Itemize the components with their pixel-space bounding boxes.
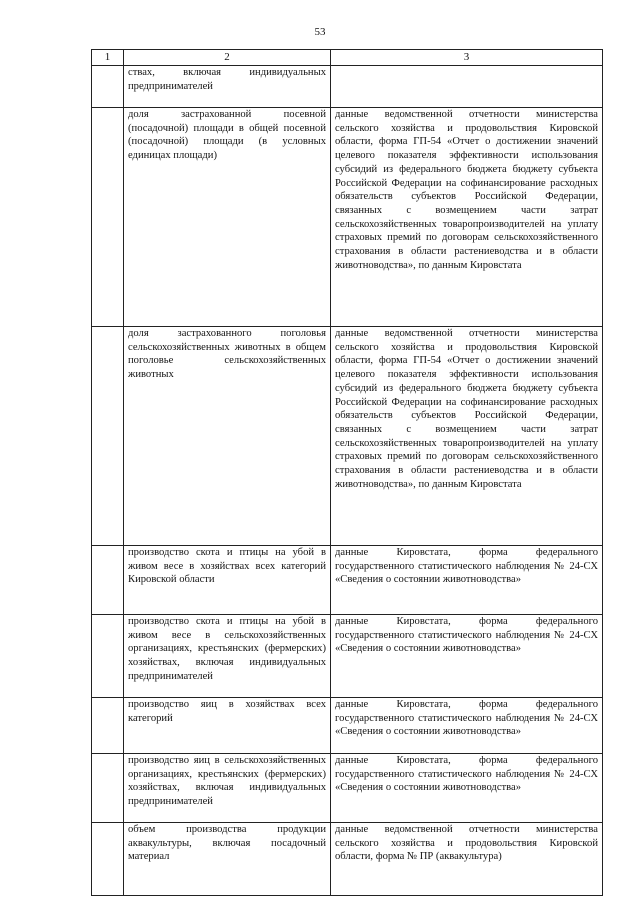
source-cell: данные Кировстата, форма федерального государственного статистического наблюдения № 24-СХ «Сведения о состоянии животноводства»	[331, 754, 603, 823]
column-header: 3	[331, 50, 603, 66]
indicator-cell: производство скота и птицы на убой в живом весе в сельскохозяйственных организациях, крестьянских (фермерских) хозяйствах, включая индивидуальных предпринимателей	[124, 615, 331, 698]
number-cell	[92, 615, 124, 698]
source-cell: данные Кировстата, форма федерального государственного статистического наблюдения № 24-СХ «Сведения о состоянии животноводства»	[331, 546, 603, 615]
table-row	[92, 615, 603, 698]
table-row	[92, 698, 603, 754]
number-cell	[92, 108, 124, 327]
table-header-row	[92, 50, 603, 66]
table-row	[92, 66, 603, 108]
indicator-cell: доля застрахованного поголовья сельскохозяйственных животных в общем поголовье сельскохозяйственных животных	[124, 327, 331, 546]
page-number: 53	[314, 26, 326, 38]
indicator-cell: производство скота и птицы на убой в живом весе в хозяйствах всех категорий Кировской области	[124, 546, 331, 615]
indicator-cell: доля застрахованной посевной (посадочной) площади в общей посевной (посадочной) площади (в условных единицах площади)	[124, 108, 331, 327]
source-cell: данные ведомственной отчетности министерства сельского хозяйства и продовольствия Кировской области, форма ГП-54 «Отчет о достижении значений целевого показателя эффективности использования субсидий из федерального бюджета бюджету субъекта Российской Федерации на софинансирование расходных обязательств субъектов Российской Федерации, связанных с возмещением части затрат сельскохозяйственных товаропроизводителей на уплату страховых премий по договорам сельскохозяйственного страхования в области растениеводства и в области животноводства», по данным Кировстата	[331, 108, 603, 327]
number-cell	[92, 754, 124, 823]
table-row	[92, 108, 603, 327]
indicator-cell: производство яиц в хозяйствах всех категорий	[124, 698, 331, 754]
number-cell	[92, 327, 124, 546]
source-cell: данные ведомственной отчетности министерства сельского хозяйства и продовольствия Кировской области, форма № ПР (аквакультура)	[331, 823, 603, 896]
table-row	[92, 546, 603, 615]
number-cell	[92, 823, 124, 896]
table-row	[92, 823, 603, 896]
number-cell	[92, 698, 124, 754]
column-header: 1	[92, 50, 124, 66]
table-row	[92, 754, 603, 823]
indicator-cell: производство яиц в сельскохозяйственных организациях, крестьянских (фермерских) хозяйствах, включая индивидуальных предпринимателей	[124, 754, 331, 823]
source-cell	[331, 66, 603, 108]
source-cell: данные ведомственной отчетности министерства сельского хозяйства и продовольствия Кировской области, форма ГП-54 «Отчет о достижении значений целевого показателя эффективности использования субсидий из федерального бюджета бюджету субъекта Российской Федерации на софинансирование расходных обязательств субъектов Российской Федерации, связанных с возмещением части затрат сельскохозяйственных товаропроизводителей на уплату страховых премий по договорам сельскохозяйственного страхования в области растениеводства и в области животноводства», по данным Кировстата	[331, 327, 603, 546]
indicator-cell: ствах, включая индивидуальных предпринимателей	[124, 66, 331, 108]
source-cell: данные Кировстата, форма федерального государственного статистического наблюдения № 24-СХ «Сведения о состоянии животноводства»	[331, 698, 603, 754]
number-cell	[92, 66, 124, 108]
source-cell: данные Кировстата, форма федерального государственного статистического наблюдения № 24-СХ «Сведения о состоянии животноводства»	[331, 615, 603, 698]
indicators-table	[91, 49, 603, 896]
indicator-cell: объем производства продукции аквакультуры, включая посадочный материал	[124, 823, 331, 896]
number-cell	[92, 546, 124, 615]
column-header: 2	[124, 50, 331, 66]
table-row	[92, 327, 603, 546]
